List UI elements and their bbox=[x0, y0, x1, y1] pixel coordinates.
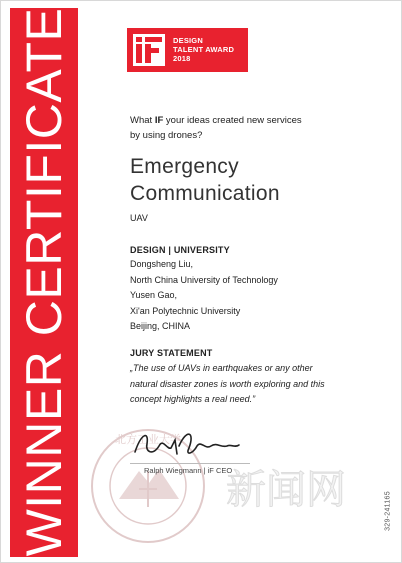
news-site-watermark bbox=[201, 461, 371, 517]
award-line-design: DESIGN bbox=[173, 36, 203, 45]
seal-chinese-text: 北方工业大学 bbox=[115, 433, 181, 446]
design-question bbox=[130, 113, 302, 143]
award-line-talent: TALENT AWARD bbox=[173, 45, 235, 54]
award-year: 2018 bbox=[173, 54, 191, 63]
if-logo-icon bbox=[133, 34, 165, 66]
design-university-heading: DESIGN | UNIVERSITY bbox=[130, 245, 230, 255]
designer-list bbox=[130, 257, 278, 335]
project-title-line1: Emergency bbox=[130, 155, 239, 178]
project-category: UAV bbox=[130, 213, 148, 223]
site-watermark-text: 新闻网 bbox=[226, 467, 346, 513]
if-award-logo bbox=[127, 28, 248, 72]
winner-certificate-title: WINNER CERTIFICATE bbox=[16, 7, 72, 557]
jury-line: „The use of UAVs in earthquakes or any other bbox=[130, 363, 313, 373]
jury-line: natural disaster zones is worth exploring and this bbox=[130, 378, 325, 389]
ceo-signature bbox=[131, 426, 241, 462]
project-title bbox=[130, 153, 280, 207]
designer-line: Yusen Gao, bbox=[130, 290, 178, 300]
designer-line: Xi'an Polytechnic University bbox=[130, 305, 241, 316]
signatory-caption: Ralph Wiegmann | iF CEO bbox=[144, 466, 233, 475]
jury-statement-heading: JURY STATEMENT bbox=[130, 348, 213, 358]
designer-line: Beijing, CHINA bbox=[130, 321, 191, 331]
question-prefix: What bbox=[130, 115, 155, 126]
jury-line: concept highlights a real need.” bbox=[130, 394, 256, 404]
jury-statement-text bbox=[130, 361, 380, 408]
project-title-line2: Communication bbox=[130, 182, 280, 205]
award-name bbox=[173, 36, 234, 63]
question-emphasis: IF bbox=[154, 115, 164, 126]
designer-line: Dongsheng Liu, bbox=[130, 259, 194, 269]
question-line2: by using drones? bbox=[130, 130, 203, 141]
designer-line: North China University of Technology bbox=[130, 274, 278, 285]
question-line1-rest: your ideas created new services bbox=[163, 115, 302, 126]
certificate-id: 329-241165 bbox=[384, 491, 392, 531]
